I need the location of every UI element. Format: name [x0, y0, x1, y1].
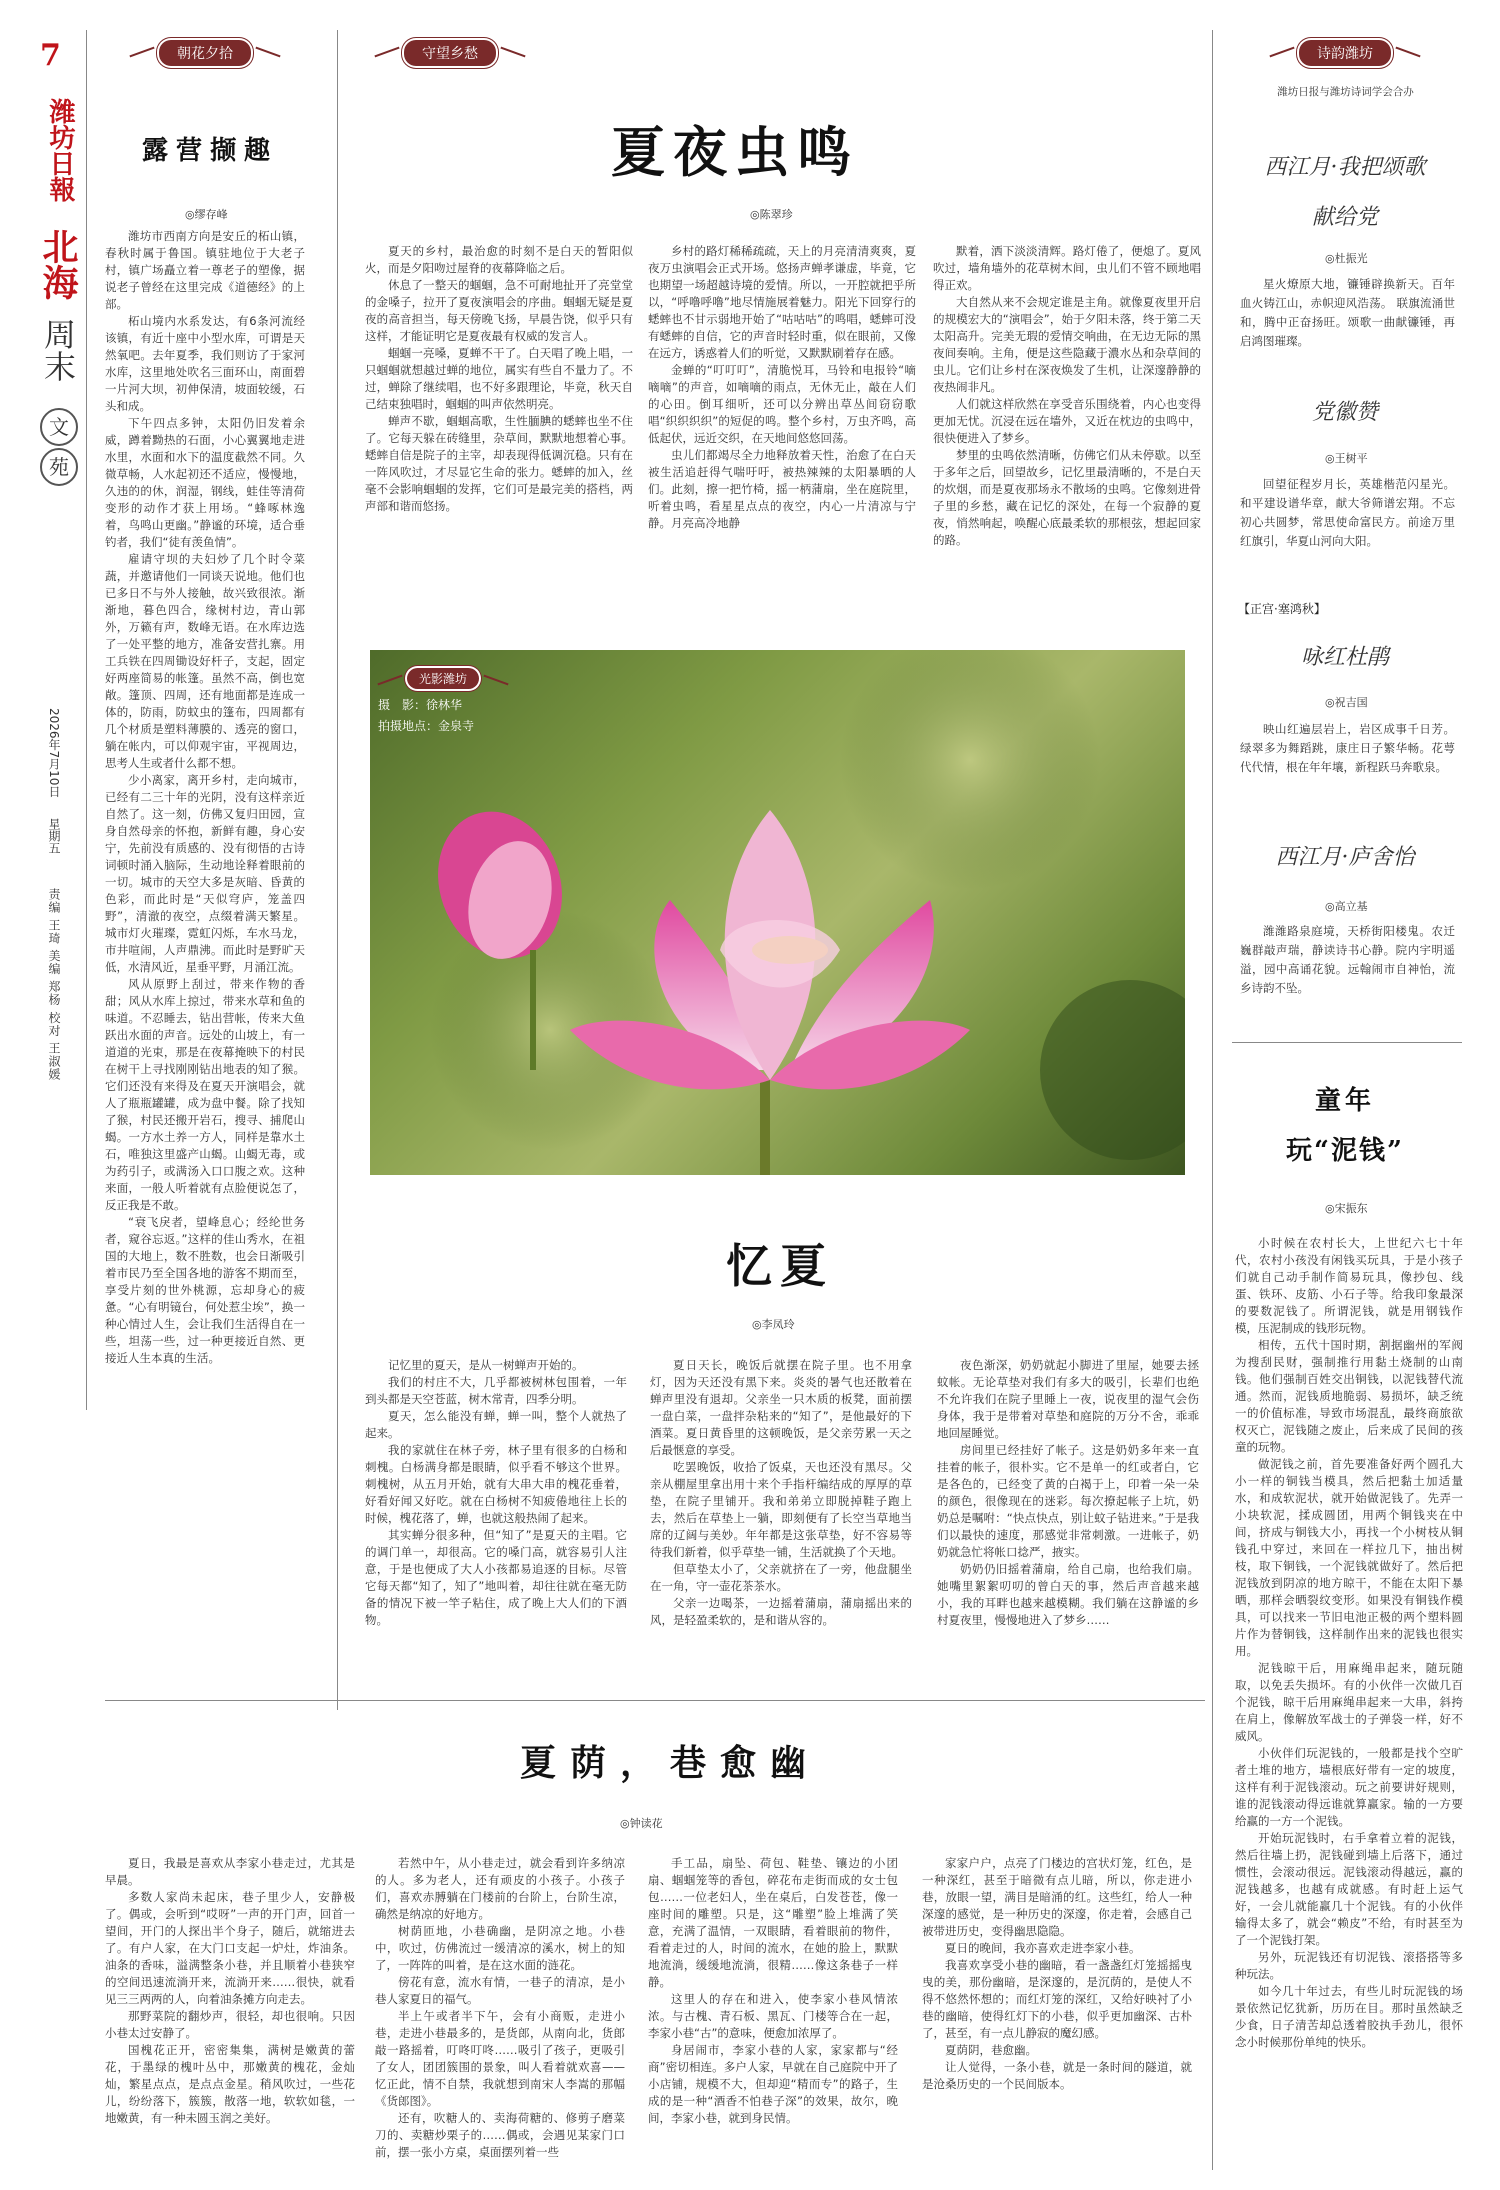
divider: [337, 30, 338, 1710]
paragraph: 我的家就住在林子旁，林子里有很多的白杨和刺槐。白杨满身都是眼睛，似乎看不够这个世界。刺槐树，从五月开始，就有大串大串的槐花垂着，好看好闻又好吃。就在白杨树不知疲倦地往上长的时候，槐花落了，蝉，也就这般热闹了起来。: [365, 1443, 627, 1525]
paragraph: 身居闹市，李家小巷的人家，家家都与“经商”密切相连。多户人家，早就在自己庭院中开了小店铺，规模不大，但却迎“精而专”的路子，生成的是一种“酒香不怕巷子深”的效果，故尔，晚间，李家小巷，就到身民情。: [648, 2043, 898, 2125]
essay-author: ◎宋振东: [1325, 1202, 1368, 1215]
paragraph: 我喜欢享受小巷的幽暗，看一盏盏红灯笼摇摇曳曳的美，那份幽暗，是深邃的，是沉荫的，是使人不得不悠然怀想的；而红灯笼的深红，又给好映衬了小巷的幽暗，使得红灯下的小巷，似乎更加幽深、古朴了，甚至，有一点儿静寂的魔幻感。: [922, 1958, 1192, 2040]
poem3-author: ◎祝吉国: [1325, 696, 1368, 709]
banner-label: 诗韵潍坊: [1299, 40, 1391, 66]
paragraph: 若然中午，从小巷走过，就会看到许多纳凉的人。多为老人，还有顽皮的小孩子。小孩子们，喜欢赤膊躺在门楼前的台阶上，台阶生凉，确然是纳凉的好地方。: [375, 1856, 625, 1921]
paragraph: 夜色渐深，奶奶就起小脚进了里屋，她要去拯蚊帐。无论草垫对我们有多大的吸引，长辈们也绝不允许我们在院子里睡上一夜，说夜里的湿气会伤身体，我于是带着对草垫和庭院的万分不舍，乖乖地回屋睡觉。: [937, 1358, 1199, 1440]
paragraph: 金蝉的“叮叮叮”，清脆悦耳，马铃和电报铃“嘀嘀嘀”的声音，如嘀嘀的雨点，无休无止，敲在人们的心田。倒耳细听，还可以分辨出草丛间窃窃歌唱“织织织织”的短促的鸣。整个乡村，万虫齐鸣，高低起伏，远近交织，在天地间悠悠回荡。: [648, 363, 916, 445]
poem2-title: 党徽赞: [1311, 400, 1378, 425]
paragraph: 夏荫阴，巷愈幽。: [945, 2043, 1037, 2057]
paragraph: 夏日，我最是喜欢从李家小巷走过，尤其是早晨。: [105, 1856, 355, 1887]
divider: [1232, 1042, 1462, 1043]
center-top-col1: [365, 243, 633, 628]
bottom-col3: [648, 1855, 898, 2170]
paragraph: 傍花有意，流水有情，一巷子的清凉，是小巷人家夏日的福气。: [375, 1975, 625, 2006]
paragraph: 休息了一整天的蝈蝈，急不可耐地扯开了亮堂堂的金嗓子，拉开了夏夜演唱会的序曲。蝈蝈无疑是夏夜的高音担当，每天傍晚飞扬，早晨告饶，似乎只有这样，才能证明它是夏夜最有权威的发言人。: [365, 278, 633, 343]
poem1-title-line2: 献给党: [1311, 205, 1378, 230]
poem1-body: 星火燎原大地，镰锤辟换新天。百年血火铸江山，赤帜迎风浩荡。 联旗流涌世和，腾中正奋扬旺。颂歌一曲献镰锤，再启鸿图璀璨。: [1240, 277, 1455, 348]
paragraph: 多数人家尚未起床，巷子里少人，安静极了。偶或，会听到“哎呀”一声的开门声，回首一望间，开门的人探出半个身子，随后，就缩进去了。有户人家，在大门口支起一炉灶，炸油条。油条的香味，溢满整条小巷，并且顺着小巷狭窄的空间迅速流淌开来，流淌开来……很快，就看见三三两两的人，向着油条摊方向走去。: [105, 1890, 355, 2006]
poem4-author: ◎高立基: [1325, 900, 1368, 913]
left-article-body: [105, 228, 305, 1698]
paragraph: 夏日天长，晚饭后就摆在院子里。也不用拿灯，因为天还没有黑下来。炎炎的暑气也还散着在蝉声里没有退却。父亲坐一只木质的板凳，面前摆一盘白菜，一盘拌杂粘来的“知了”，是他最好的下酒菜。夏日黄昏里的这顿晚饭，是父亲劳累一天之后最惬意的享受。: [650, 1358, 912, 1457]
divider: [1212, 30, 1213, 2170]
paragraph: 如今几十年过去，有些儿时玩泥钱的场景依然记忆犹新，历历在目。那时虽然缺乏少食，日子清苦却总透着胶执手劲儿，很怀念小时候那份单纯的快乐。: [1235, 1984, 1463, 2049]
paragraph: 吃罢晚饭，收拾了饭桌，天也还没有黑尽。父亲从棚屋里拿出用十来个手指杆编结成的厚厚的草垫，在院子里铺开。我和弟弟立即脱掉鞋子跑上去，然后在草垫上一躺，即刻便有了长空当草地当席的辽阔与美妙。年年都是这张草垫，好不容易等待我们新着，似乎草垫一铺，生活就换了个天地。: [650, 1460, 912, 1559]
paragraph: 少小离家，离开乡村，走向城市，已经有二三十年的光阴，没有这样亲近自然了。这一刻，仿佛又复归田园，宣身自然母亲的怀抱，新鲜有趣，身心安宁，先前没有质感的、没有彻悟的古诗词顿时涌入脑际，生动地诠释着眼前的一切。城市的天空大多是灰暗、昏黄的色彩，而此时是“天似穹庐，笼盖四野”，清澈的夜空，点缀着满天繁星。城市灯火璀璨，霓虹闪烁，车水马龙，市井喧闹，人声鼎沸。而此时是野旷天低，水清风近，星垂平野，月涌江流。: [105, 773, 305, 974]
section-tag-wen: 文: [40, 408, 78, 446]
banner-subtitle: 潍坊日报与潍坊诗词学会合办: [1277, 86, 1414, 98]
issue-weekday: 星期五: [47, 818, 61, 854]
poem1-title-line1: 西江月·我把颂歌: [1264, 155, 1426, 180]
paragraph: 记忆里的夏天，是从一树蝉声开始的。: [388, 1358, 584, 1372]
left-article-title: 露营撷趣: [141, 136, 278, 166]
banner-zhaohua: [115, 40, 295, 66]
center-mid-title: 忆夏: [726, 1239, 834, 1293]
bottom-article-author: ◎钟读花: [620, 1817, 663, 1830]
paragraph: “衰飞戾者，望峰息心；经纶世务者，窥谷忘返。”这样的佳山秀水，在祖国的大地上，数不胜数，也会日渐吸引着市民乃至全国各地的游客不期而至，享受片刻的世外桃源，忘却身心的疲惫。“心有明镜台，何处惹尘埃”，换一种心情过人生，会让我们生活得自在一些，坦荡一些，过一种更接近自然、更接近人生本真的生活。: [105, 1215, 305, 1365]
paragraph: 奶奶仍旧摇着蒲扇，给自己扇，也给我们扇。她嘴里絮絮叨叨的曾白天的事，然后声音越来越小，我的耳畔也越来越模糊。我们躺在这静谧的乡村夏夜里，慢慢地进入了梦乡……: [937, 1562, 1199, 1627]
paragraph: 但草垫太小了，父亲就挤在了一旁，他盘腿坐在一角，守一壶花茶茶水。: [650, 1562, 912, 1593]
bottom-col4: [922, 1855, 1192, 2170]
banner-label: 朝花夕拾: [159, 40, 251, 66]
paragraph: 小伙伴们玩泥钱的，一般都是找个空旷者土堆的地方，墙根底好带有一定的坡度，这样有利于泥钱滚动。玩之前要讲好规则，谁的泥钱滚动得远谁就算赢家。输的一方要给赢的一方一个泥钱。: [1235, 1746, 1463, 1828]
poem4-body: 潍潍路泉庭境，天桥街阳楼鬼。农迁巍群敲声瑞，静读诗书心静。院内宇明遥溢，园中高诵花貌。远翰闹市自神怡，流乡诗韵不坠。: [1240, 924, 1455, 995]
paragraph: 父亲一边喝茶，一边摇着蒲扇，蒲扇摇出来的风，是轻盈柔软的，是和谐从容的。: [650, 1596, 912, 1627]
banner-label: 光影潍坊: [407, 668, 479, 689]
paragraph: 夏天，怎么能没有蝉，蝉一叫，整个人就热了起来。: [365, 1409, 627, 1440]
paragraph: 手工品，扇坠、荷包、鞋垫、镶边的小团扇、蝈蝈笼等的香包，碎花布走街而成的女士包包……一位老妇人，坐在桌后，白发苍苍，像一座时间的雕塑。只是，这“雕塑”脸上堆满了笑意，充满了温情，一双眼睛，看着眼前的物件，看着走过的人，时间的流水，在她的脸上，默默地流淌，缓缓地流淌，很精……像这条巷子一样静。: [648, 1856, 898, 1989]
paragraph: 这里人的存在和进入，使李家小巷风情浓浓。与古槐、青石板、黑瓦、门楼等合在一起，李家小巷“古”的意味，便愈加浓厚了。: [648, 1992, 898, 2040]
paragraph: 我们的村庄不大，几乎都被树林包围着，一年到头都是天空苍蓝，树木常青，四季分明。: [365, 1375, 627, 1406]
banner-shiyun: [1245, 40, 1445, 66]
paragraph: 小时候在农村长大，上世纪六七十年代，农村小孩没有闲钱买玩具，于是小孩子们就自己动手制作简易玩具，像抄包、线蛋、铁环、皮筋、小石子等。给我印象最深的要数泥钱了。所谓泥钱，就是用钢钱作模，压泥制成的钱形玩物。: [1235, 1236, 1463, 1335]
paragraph: 夏天的乡村，最治愈的时刻不是白天的暂阳似火，而是夕阳吻过屋脊的夜幕降临之后。: [365, 244, 633, 275]
essay-body: [1235, 1235, 1463, 2170]
paragraph: 家家户户，点亮了门楼边的宫状灯笼，红色，是一种深红，甚至于暗微有点儿暗，所以，你走进小巷，放眼一望，满目是暗涌的红。这些红，给人一种深邃的感觉，是一种历史的深邃，你走着，会感自己被带进历史，变得幽思隐隐。: [922, 1856, 1192, 1938]
paragraph: 柘山境内水系发达，有6条河流经该镇，有近十座中小型水库，可谓是天然氧吧。去年夏季，我们则访了于家河水库，这里地处吹名三面环山，南面碧一片河大坝，初伸保清，坡面较缓，石头和成。: [105, 314, 305, 413]
center-mid-col1: [365, 1357, 627, 1687]
paragraph: 那野菜院的翻炒声，很轻，却也很响。只因小巷太过安静了。: [105, 2009, 355, 2040]
paper-name: 潍坊日報: [45, 98, 75, 202]
masthead: [38, 38, 78, 1418]
paragraph: 梦里的虫鸣依然清晰，仿佛它们从未停歇。以至于多年之后，回望故乡，记忆里最清晰的，不是白天的炊烟，而是夏夜那场永不散场的虫鸣。它像刻进骨子里的乡愁，藏在记忆的深处，在每一个寂静的夏夜，悄然响起，唤醒心底最柔软的那根弦，想起回家的路。: [933, 448, 1201, 547]
photo-caption-box: [378, 666, 518, 734]
paragraph: 夏日的晚间，我亦喜欢走进李家小巷。: [945, 1941, 1141, 1955]
paragraph: 另外，玩泥钱还有切泥钱、滚搭搭等多种玩法。: [1235, 1950, 1463, 1981]
editor-credits: 责编 王琦 美编 郑杨 校对 王淑媛: [47, 888, 61, 1082]
paragraph: 半上午或者半下午，会有小商贩，走进小巷，走进小巷最多的，是货郎，从南向北，货郎敲一路摇着，叮咚叮咚……吸引了孩子，更吸引了女人，团团簇围的景象，叫人看着就欢喜——忆正此，情不自禁，我就想到南宋人李嵩的那幅《货郎图》。: [375, 2009, 625, 2108]
paragraph: 大自然从来不会规定谁是主角。就像夏夜里开启的规模宏大的“演唱会”，始于夕阳未落，终于第二天太阳高升。完美无瑕的爱情交响曲，在无边无际的黑夜间奏响。主角，便是这些隐藏于濃水丛和杂草间的虫儿。它们让乡村在深夜焕发了生机，让深邃静静的夜热闹非凡。: [933, 295, 1201, 394]
poem2-author: ◎王树平: [1325, 452, 1368, 465]
paragraph: 泥钱晾干后，用麻绳串起来，随玩随取，以免丢失损坏。有的小伙伴一次做几百个泥钱，晾干后用麻绳串起来一大串，斜挎在肩上，像解放军战士的子弹袋一样，好不威风。: [1235, 1661, 1463, 1743]
issue-date: 2026年7月10日: [47, 708, 61, 798]
center-top-title: 夏夜虫鸣: [611, 120, 859, 184]
left-article-author: ◎缪存峰: [185, 208, 228, 221]
paragraph: 人们就这样欣然在享受音乐围绕着，内心也变得更加无忧。沉浸在远在墙外，又近在枕边的虫鸣中，很快便进入了梦乡。: [933, 397, 1201, 445]
center-top-col2: [648, 243, 916, 628]
bottom-col1: [105, 1855, 355, 2170]
banner-guangying: [378, 666, 508, 690]
section-sub: 周末: [39, 318, 77, 382]
center-mid-col3: [937, 1357, 1199, 1687]
banner-shouwang: [365, 40, 535, 66]
center-mid-author: ◎李凤玲: [752, 1318, 795, 1331]
paragraph: 还有，吹糖人的、卖海荷糖的、修剪子磨菜刀的、卖糖炒栗子的……偶或，会遇见某家门口前，摆一张小方桌，桌面摆列着一些: [375, 2111, 625, 2159]
poem3-body: 映山红遍层岩上，岩区成事千日芳。绿翠多为舞蹈跳，康庄日子繁华畅。花萼代代情，根在年年壤，新程跃马奔歌泉。: [1240, 722, 1455, 774]
paragraph: 房间里已经挂好了帐子。这是奶奶多年来一直挂着的帐子，很朴实。它不是单一的红或者白，它是各色的，已经变了黄的白褐于上，印着一朵一朵的颜色，很像现在的迷彩。每次撩起帐子上坑，奶奶总是嘱咐：“快点快点，别让蚊子钻进来。”于是我们以最快的速度，那感觉非常刺激。一进帐子，奶奶就急忙将帐口捻严，掖实。: [937, 1443, 1199, 1559]
paragraph: 其实蝉分很多种，但“知了”是夏天的主唱。它的调门单一，却很高。它的嗓门高，就容易引人注意，于是也便成了大人小孩都易追逐的目标。尽管它每天都“知了，知了”地叫着，却往往就在毫无防备的情况下被一竿子粘住，成了晚上大人们的下酒物。: [365, 1528, 627, 1627]
essay-title-line2: 玩“泥钱”: [1286, 1136, 1404, 1166]
paragraph: 树荫匝地，小巷确幽，是阴凉之地。小巷中，吹过，仿佛流过一缓清凉的溪水，树上的知了，一阵阵的叫着，是在这水面的涟花。: [375, 1924, 625, 1972]
center-top-col3: [933, 243, 1201, 628]
paragraph: 让人觉得，一条小巷，就是一条时间的隧道，就是沧桑历史的一个民间版本。: [922, 2060, 1192, 2091]
photo-location: 拍摄地点：金泉寺: [378, 719, 475, 733]
paragraph: 乡村的路灯稀稀疏疏，天上的月亮清清爽爽，夏夜万虫演唱会正式开场。悠扬声蝉孝谦虚，毕竟，它也期望一场超越诗境的爱情。所以，一开腔就把乎所以，“呼噜呼噜”地尽情施展着魅力。阳光下回穿行的蟋蟀也不甘示弱地开始了“咕咕咕”的鸣唱，蟋蟀可没有蟋蟀的自信，它的声音时轻时重，似在眼前，又像在远方，诱惑着人们的听觉，又默默刷着存在感。: [648, 244, 916, 360]
paragraph: 国槐花正开，密密集集，满树是嫩黄的蕾花，于墨绿的槐叶丛中，那嫩黄的槐花，金灿灿，繁星点点，是点点金星。稍风吹过，一些花儿，纷纷落下，簇簇，散落一地，软软如毯，一地嫩黄，有一种未圆玉润之美好。: [105, 2043, 355, 2125]
bottom-article-title: 夏荫，巷愈幽: [519, 1742, 820, 1784]
bottom-col2: [375, 1855, 625, 2170]
poem3-heading: 【正宫·塞鸿秋】: [1238, 602, 1326, 616]
section-main: 北海: [37, 228, 79, 300]
page-number: 7: [40, 38, 61, 73]
center-top-author: ◎陈翠珍: [750, 208, 793, 221]
banner-label: 守望乡愁: [404, 40, 496, 66]
paragraph: 相传，五代十国时期，割据幽州的军阀为搜刮民财，强制推行用黏土烧制的山南钱。他们强制百姓交出铜钱，以泥钱替代流通。然而，泥钱质地脆弱、易损坏，缺乏统一的价值标准，导致市场混乱，最终商旅欲权灭亡，泥钱随之废止，后来成了民间的孩童的玩物。: [1235, 1338, 1463, 1454]
poem2-body: 回望征程岁月长，英雄楷范闪星光。和平建设谱华章，献大爷筛谱宏翔。不忘初心共圆梦，常思使命富民方。前途万里红旗引，华夏山河向大阳。: [1240, 477, 1455, 548]
essay-title-line1: 童年: [1314, 1086, 1375, 1116]
divider: [105, 1700, 1205, 1701]
poem3-title: 咏红杜鹃: [1300, 645, 1389, 670]
paragraph: 开始玩泥钱时，右手拿着立着的泥钱，然后往墙上扔，泥钱碰到墙上后落下，通过惯性，会滚动很远。泥钱滚动得越远，赢的泥钱越多，也越有成就感。有时赶上运气好，一会儿就能赢几十个泥钱。有的小伙伴输得太多了，就会“赖皮”不给，有时甚至为了一个泥钱打架。: [1235, 1831, 1463, 1947]
paragraph: 做泥钱之前，首先要准备好两个圆孔大小一样的铜钱当模具，然后把黏土加适量水，和成软泥状，就开始做泥钱了。先弄一小块软泥，揉成圆团，用两个铜钱夹在中间，挤成与铜钱大小，再找一个小树枝从铜钱孔中穿过，来回在一样拉几下，抽出树枝，取下铜钱，一个泥钱就做好了。然后把泥钱放到阴凉的地方晾干，不能在太阳下暴晒，那样会晒裂纹变形。如果没有铜钱作模具，可以找来一节旧电池正极的两个塑料圆片作为替铜钱，这样制作出来的泥钱也很实用。: [1235, 1457, 1463, 1658]
poem4-title: 西江月·庐舍怡: [1275, 845, 1415, 870]
paragraph: 蝈蝈一亮嗓，夏蝉不干了。白天唱了晚上唱，一只蝈蝈就想越过蝉的地位，属实有些自不量力了。不过，蝉除了继续唱，也不好多跟理论，毕竟，秋天自己结束独唱时，蝈蝈的叫声依然明亮。: [365, 346, 633, 411]
photographer: 摄 影：徐林华: [378, 698, 463, 712]
divider: [86, 30, 87, 1410]
paragraph: 潍坊市西南方向是安丘的柘山镇，春秋时属于鲁国。镇驻地位于大老子村，镇广场矗立着一尊老子的塑像，据说老子曾经在这里完成《道德经》的上部。: [105, 229, 305, 311]
center-mid-col2: [650, 1357, 912, 1687]
paragraph: 默着，洒下淡淡清辉。路灯倦了，便熄了。夏风吹过，墙角墙外的花草树木间，虫儿们不管不顾地唱得正欢。: [933, 244, 1201, 292]
paragraph: 下午四点多钟，太阳仍旧发着余威，蹲着黝热的石面，小心翼翼地走进水里，水面和水下的温度截然不同。久微草畅，人水起初还不适应，慢慢地，久违的的休，润湿，钢线，蛙佳等清荷变形的动作才获上用场。“蜂啄林逸着，鸟鸣山更幽。”静谧的环境，适合垂钓者，我们“徒有羡鱼情”。: [105, 416, 305, 549]
paragraph: 雇请守坝的夫妇炒了几个时令菜蔬，并邀请他们一同谈天说地。他们也已多日不与外人接触，故兴致很浓。渐渐地，暮色四合，缘树村边，青山郭外，万籁有声，数峰无语。在水库边选了一处平整的地方，准备安营扎寨。用工兵铁在四周锄设好杆子，支起，固定好两座简易的帐篷。虽然不高，倒也宽敞。篷顶、四周，还有地面都是连成一体的，防雨，防蚊虫的篷布，四周都有几个材质是塑料薄膜的、透亮的窗口，躺在帐内，可以仰观宇宙，平视周边，思考人生或者什么都不想。: [105, 552, 305, 770]
paragraph: 虫儿们都竭尽全力地释放着天性，治愈了在白天被生活追赶得气喘吁吁，被热辣辣的太阳暴晒的人们。此刻，擦一把竹椅，摇一柄蒲扇，坐在庭院里，听着虫鸣，看星星点点的夜空，内心一片清凉与宁静。月亮高冷地静: [648, 448, 916, 530]
section-tag-yuan: 苑: [40, 448, 78, 486]
paragraph: 蝉声不歇，蝈蝈高歌，生性腼腆的蟋蟀也坐不住了。它每天躲在砖缝里，杂草间，默默地想着心事。蟋蟀自信是院子的主宰，却表现得低调沉稳。只有在一阵风吹过，才尽显它生命的张力。蟋蟀的加入，丝毫不会影响蝈蝈的发挥，它们可是最完美的搭档，两声部和谐而悠扬。: [365, 414, 633, 513]
poem1-author: ◎杜振光: [1325, 252, 1368, 265]
paragraph: 风从原野上刮过，带来作物的香甜；风从水库上掠过，带来水草和鱼的味道。不忍睡去，钻出营帐，传来大鱼跃出水面的声音。远处的山坡上，有一道道的光束，那是在夜幕掩映下的村民在树干上寻找刚刚钻出地表的知了猴。它们还没有来得及在夏天开演唱会，就人了瓶瓶罐罐，成为盘中餐。除了找知了猴，村民还搬开岩石，搜寻、捕爬山蝎。一方水土养一方人，同样是靠水土石，唯独这里盛产山蝎。山蝎无毒，或为药引子，或满汤入口口腹之欢。这种来面，一般人听着就有点脸便说怎了，反正我是不敢。: [105, 977, 305, 1212]
